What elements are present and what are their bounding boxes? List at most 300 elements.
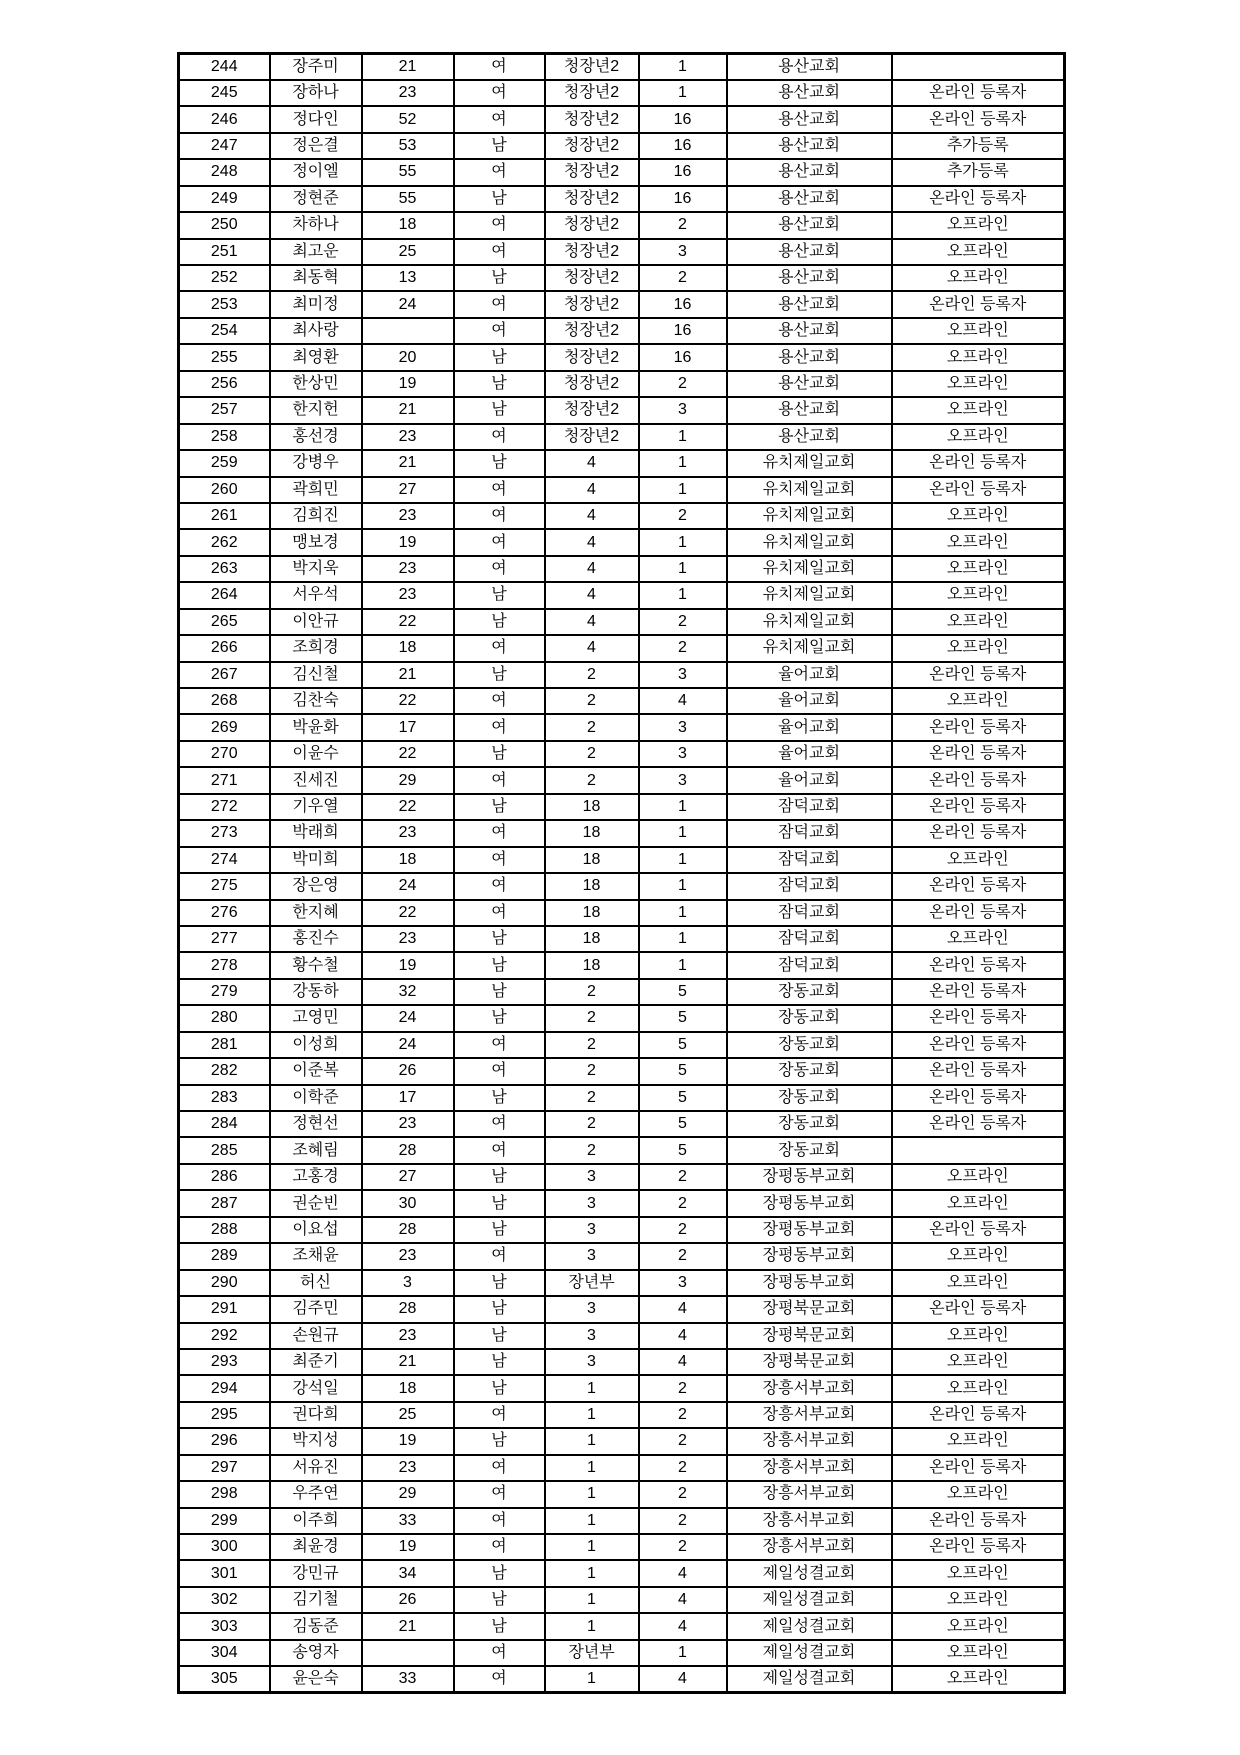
table-row	[179, 344, 1065, 370]
cell-team: 1	[639, 582, 727, 608]
cell-age: 23	[362, 1323, 454, 1349]
cell-name: 박래희	[270, 820, 362, 846]
cell-gender: 여	[454, 159, 545, 185]
cell-number: 302	[179, 1587, 270, 1613]
cell-group: 18	[545, 820, 639, 846]
cell-name: 정다인	[270, 106, 362, 132]
cell-name: 윤은숙	[270, 1666, 362, 1692]
cell-name: 홍진수	[270, 926, 362, 952]
cell-registration: 오프라인	[892, 1375, 1065, 1401]
cell-age: 23	[362, 80, 454, 106]
cell-name: 맹보경	[270, 529, 362, 555]
table-row	[179, 714, 1065, 740]
cell-team: 2	[639, 1164, 727, 1190]
cell-number: 272	[179, 794, 270, 820]
cell-team: 2	[639, 609, 727, 635]
cell-registration: 오프라인	[892, 926, 1065, 952]
cell-name: 송영자	[270, 1640, 362, 1666]
cell-number: 294	[179, 1375, 270, 1401]
cell-registration: 오프라인	[892, 1323, 1065, 1349]
cell-gender: 여	[454, 1455, 545, 1481]
cell-registration: 온라인 등록자	[892, 979, 1065, 1005]
cell-group: 2	[545, 1137, 639, 1163]
table-row	[179, 133, 1065, 159]
cell-registration: 오프라인	[892, 1560, 1065, 1586]
cell-gender: 남	[454, 1375, 545, 1401]
cell-church: 용산교회	[727, 291, 892, 317]
cell-group: 4	[545, 609, 639, 635]
cell-team: 2	[639, 1428, 727, 1454]
cell-name: 한지혜	[270, 900, 362, 926]
cell-team: 3	[639, 714, 727, 740]
cell-name: 권순빈	[270, 1190, 362, 1216]
cell-group: 1	[545, 1402, 639, 1428]
cell-number: 258	[179, 424, 270, 450]
registrant-table	[177, 52, 1066, 1694]
cell-registration: 오프라인	[892, 582, 1065, 608]
cell-group: 18	[545, 847, 639, 873]
cell-name: 박미희	[270, 847, 362, 873]
table-row	[179, 291, 1065, 317]
cell-age: 26	[362, 1587, 454, 1613]
cell-number: 245	[179, 80, 270, 106]
cell-registration: 오프라인	[892, 371, 1065, 397]
cell-gender: 여	[454, 714, 545, 740]
cell-age: 27	[362, 1164, 454, 1190]
cell-number: 291	[179, 1296, 270, 1322]
cell-church: 장흥서부교회	[727, 1508, 892, 1534]
cell-gender: 여	[454, 688, 545, 714]
cell-group: 4	[545, 477, 639, 503]
table-row	[179, 450, 1065, 476]
cell-gender: 여	[454, 1137, 545, 1163]
cell-name: 조채윤	[270, 1243, 362, 1269]
cell-gender: 여	[454, 424, 545, 450]
cell-age: 19	[362, 1428, 454, 1454]
cell-name: 강병우	[270, 450, 362, 476]
cell-registration: 오프라인	[892, 1481, 1065, 1507]
cell-team: 16	[639, 318, 727, 344]
cell-gender: 남	[454, 1560, 545, 1586]
cell-name: 이성희	[270, 1032, 362, 1058]
cell-registration: 온라인 등록자	[892, 291, 1065, 317]
cell-gender: 여	[454, 1534, 545, 1560]
cell-group: 3	[545, 1243, 639, 1269]
cell-age: 21	[362, 1349, 454, 1375]
cell-number: 261	[179, 503, 270, 529]
table-row	[179, 847, 1065, 873]
cell-age: 26	[362, 1058, 454, 1084]
cell-registration: 온라인 등록자	[892, 186, 1065, 212]
table-row	[179, 529, 1065, 555]
cell-gender: 여	[454, 1481, 545, 1507]
cell-team: 1	[639, 952, 727, 978]
cell-group: 청장년2	[545, 318, 639, 344]
cell-group: 청장년2	[545, 424, 639, 450]
cell-registration: 오프라인	[892, 1270, 1065, 1296]
cell-name: 최동혁	[270, 265, 362, 291]
cell-gender: 남	[454, 1428, 545, 1454]
cell-church: 장흥서부교회	[727, 1375, 892, 1401]
cell-number: 260	[179, 477, 270, 503]
cell-church: 용산교회	[727, 318, 892, 344]
cell-number: 303	[179, 1613, 270, 1639]
cell-name: 김주민	[270, 1296, 362, 1322]
cell-registration: 온라인 등록자	[892, 477, 1065, 503]
cell-name: 권다희	[270, 1402, 362, 1428]
cell-team: 3	[639, 1270, 727, 1296]
cell-registration: 온라인 등록자	[892, 714, 1065, 740]
cell-church: 장평북문교회	[727, 1349, 892, 1375]
cell-gender: 여	[454, 1058, 545, 1084]
table-row	[179, 1190, 1065, 1216]
cell-group: 2	[545, 767, 639, 793]
cell-team: 2	[639, 1455, 727, 1481]
cell-church: 율어교회	[727, 688, 892, 714]
cell-registration: 온라인 등록자	[892, 80, 1065, 106]
cell-church: 용산교회	[727, 239, 892, 265]
cell-group: 청장년2	[545, 239, 639, 265]
cell-name: 장은영	[270, 873, 362, 899]
cell-number: 276	[179, 900, 270, 926]
cell-team: 16	[639, 159, 727, 185]
cell-church: 장동교회	[727, 979, 892, 1005]
cell-name: 최준기	[270, 1349, 362, 1375]
cell-church: 잠덕교회	[727, 794, 892, 820]
cell-name: 최미정	[270, 291, 362, 317]
cell-group: 1	[545, 1587, 639, 1613]
cell-team: 2	[639, 503, 727, 529]
cell-registration: 온라인 등록자	[892, 1402, 1065, 1428]
cell-gender: 남	[454, 186, 545, 212]
cell-church: 제일성결교회	[727, 1640, 892, 1666]
cell-name: 정이엘	[270, 159, 362, 185]
cell-team: 3	[639, 767, 727, 793]
cell-number: 295	[179, 1402, 270, 1428]
cell-number: 257	[179, 397, 270, 423]
cell-age: 28	[362, 1296, 454, 1322]
cell-name: 김찬숙	[270, 688, 362, 714]
cell-registration: 오프라인	[892, 688, 1065, 714]
cell-group: 4	[545, 582, 639, 608]
table-row	[179, 1323, 1065, 1349]
table-row	[179, 1085, 1065, 1111]
cell-registration: 오프라인	[892, 344, 1065, 370]
cell-registration: 오프라인	[892, 635, 1065, 661]
cell-group: 18	[545, 873, 639, 899]
cell-number: 292	[179, 1323, 270, 1349]
cell-age: 22	[362, 900, 454, 926]
cell-number: 296	[179, 1428, 270, 1454]
cell-church: 장평동부교회	[727, 1270, 892, 1296]
table-row	[179, 318, 1065, 344]
cell-church: 용산교회	[727, 265, 892, 291]
cell-name: 박지욱	[270, 556, 362, 582]
cell-group: 1	[545, 1534, 639, 1560]
cell-group: 1	[545, 1508, 639, 1534]
cell-name: 김기철	[270, 1587, 362, 1613]
cell-registration: 온라인 등록자	[892, 450, 1065, 476]
cell-team: 5	[639, 979, 727, 1005]
table-row	[179, 662, 1065, 688]
table-row	[179, 1481, 1065, 1507]
cell-church: 용산교회	[727, 344, 892, 370]
cell-registration: 온라인 등록자	[892, 1455, 1065, 1481]
cell-church: 율어교회	[727, 714, 892, 740]
cell-age: 53	[362, 133, 454, 159]
cell-team: 1	[639, 847, 727, 873]
cell-registration: 오프라인	[892, 1666, 1065, 1692]
table-row	[179, 503, 1065, 529]
cell-team: 1	[639, 424, 727, 450]
cell-number: 278	[179, 952, 270, 978]
cell-team: 2	[639, 1190, 727, 1216]
cell-team: 5	[639, 1137, 727, 1163]
cell-registration	[892, 1137, 1065, 1163]
cell-age: 29	[362, 1481, 454, 1507]
cell-number: 262	[179, 529, 270, 555]
cell-number: 293	[179, 1349, 270, 1375]
cell-registration: 오프라인	[892, 1613, 1065, 1639]
cell-registration: 오프라인	[892, 503, 1065, 529]
table-row	[179, 1613, 1065, 1639]
cell-number: 301	[179, 1560, 270, 1586]
cell-registration: 오프라인	[892, 609, 1065, 635]
table-row	[179, 741, 1065, 767]
cell-church: 장흥서부교회	[727, 1455, 892, 1481]
cell-age: 27	[362, 477, 454, 503]
cell-gender: 남	[454, 1296, 545, 1322]
cell-age: 21	[362, 450, 454, 476]
cell-team: 2	[639, 1534, 727, 1560]
cell-number: 277	[179, 926, 270, 952]
cell-name: 강석일	[270, 1375, 362, 1401]
cell-age: 18	[362, 635, 454, 661]
cell-church: 잠덕교회	[727, 900, 892, 926]
cell-number: 289	[179, 1243, 270, 1269]
cell-team: 1	[639, 54, 727, 80]
cell-age: 28	[362, 1137, 454, 1163]
cell-age: 22	[362, 688, 454, 714]
cell-registration: 온라인 등록자	[892, 1085, 1065, 1111]
cell-church: 용산교회	[727, 371, 892, 397]
cell-age: 23	[362, 424, 454, 450]
cell-group: 3	[545, 1164, 639, 1190]
cell-registration: 오프라인	[892, 1428, 1065, 1454]
table-row	[179, 1375, 1065, 1401]
cell-name: 이안규	[270, 609, 362, 635]
cell-registration: 오프라인	[892, 397, 1065, 423]
cell-name: 최영환	[270, 344, 362, 370]
cell-gender: 남	[454, 1323, 545, 1349]
table-row	[179, 1640, 1065, 1666]
cell-gender: 여	[454, 1402, 545, 1428]
cell-group: 4	[545, 556, 639, 582]
cell-registration: 오프라인	[892, 847, 1065, 873]
table-row	[179, 1111, 1065, 1137]
cell-team: 5	[639, 1085, 727, 1111]
cell-group: 1	[545, 1455, 639, 1481]
cell-church: 유치제일교회	[727, 529, 892, 555]
cell-number: 288	[179, 1217, 270, 1243]
cell-age: 23	[362, 1111, 454, 1137]
table-row	[179, 1508, 1065, 1534]
cell-church: 율어교회	[727, 767, 892, 793]
cell-gender: 여	[454, 1640, 545, 1666]
cell-team: 16	[639, 106, 727, 132]
cell-age: 21	[362, 662, 454, 688]
cell-age: 17	[362, 1085, 454, 1111]
cell-registration	[892, 54, 1065, 80]
cell-age: 33	[362, 1508, 454, 1534]
cell-church: 장평북문교회	[727, 1296, 892, 1322]
cell-church: 유치제일교회	[727, 582, 892, 608]
cell-name: 강민규	[270, 1560, 362, 1586]
cell-number: 299	[179, 1508, 270, 1534]
cell-team: 3	[639, 239, 727, 265]
cell-age: 18	[362, 847, 454, 873]
table-row	[179, 1560, 1065, 1586]
cell-church: 제일성결교회	[727, 1587, 892, 1613]
cell-number: 249	[179, 186, 270, 212]
cell-age: 52	[362, 106, 454, 132]
cell-age	[362, 1640, 454, 1666]
cell-gender: 여	[454, 54, 545, 80]
cell-team: 2	[639, 1217, 727, 1243]
cell-registration: 추가등록	[892, 133, 1065, 159]
cell-age: 23	[362, 926, 454, 952]
table-row	[179, 794, 1065, 820]
cell-age: 23	[362, 503, 454, 529]
cell-group: 18	[545, 926, 639, 952]
cell-gender: 남	[454, 926, 545, 952]
cell-team: 1	[639, 477, 727, 503]
cell-church: 잠덕교회	[727, 847, 892, 873]
cell-age: 19	[362, 371, 454, 397]
cell-gender: 여	[454, 873, 545, 899]
cell-group: 4	[545, 450, 639, 476]
cell-registration: 오프라인	[892, 1243, 1065, 1269]
cell-gender: 남	[454, 582, 545, 608]
cell-name: 허신	[270, 1270, 362, 1296]
cell-number: 246	[179, 106, 270, 132]
cell-church: 장평동부교회	[727, 1164, 892, 1190]
cell-number: 297	[179, 1455, 270, 1481]
cell-age: 24	[362, 873, 454, 899]
cell-age: 24	[362, 1005, 454, 1031]
cell-church: 용산교회	[727, 186, 892, 212]
cell-registration: 온라인 등록자	[892, 952, 1065, 978]
cell-church: 장흥서부교회	[727, 1402, 892, 1428]
cell-gender: 여	[454, 80, 545, 106]
cell-church: 잠덕교회	[727, 873, 892, 899]
cell-registration: 오프라인	[892, 265, 1065, 291]
cell-church: 유치제일교회	[727, 556, 892, 582]
cell-age: 24	[362, 291, 454, 317]
cell-gender: 남	[454, 979, 545, 1005]
cell-number: 300	[179, 1534, 270, 1560]
cell-group: 3	[545, 1349, 639, 1375]
cell-name: 최윤경	[270, 1534, 362, 1560]
cell-registration: 오프라인	[892, 212, 1065, 238]
table-row	[179, 688, 1065, 714]
cell-group: 3	[545, 1190, 639, 1216]
cell-group: 2	[545, 1085, 639, 1111]
cell-name: 최사랑	[270, 318, 362, 344]
cell-age	[362, 318, 454, 344]
cell-church: 유치제일교회	[727, 503, 892, 529]
cell-group: 장년부	[545, 1270, 639, 1296]
cell-name: 기우열	[270, 794, 362, 820]
table-row	[179, 159, 1065, 185]
cell-number: 304	[179, 1640, 270, 1666]
cell-registration: 추가등록	[892, 159, 1065, 185]
cell-registration: 온라인 등록자	[892, 767, 1065, 793]
cell-team: 1	[639, 80, 727, 106]
cell-church: 유치제일교회	[727, 609, 892, 635]
cell-team: 2	[639, 265, 727, 291]
cell-name: 이준복	[270, 1058, 362, 1084]
cell-registration: 온라인 등록자	[892, 820, 1065, 846]
cell-name: 진세진	[270, 767, 362, 793]
cell-registration: 온라인 등록자	[892, 1296, 1065, 1322]
cell-church: 용산교회	[727, 106, 892, 132]
cell-church: 장동교회	[727, 1137, 892, 1163]
table-row	[179, 1534, 1065, 1560]
cell-registration: 온라인 등록자	[892, 794, 1065, 820]
cell-gender: 남	[454, 1217, 545, 1243]
cell-registration: 오프라인	[892, 1640, 1065, 1666]
table-row	[179, 1032, 1065, 1058]
cell-church: 장흥서부교회	[727, 1534, 892, 1560]
cell-number: 267	[179, 662, 270, 688]
cell-name: 손원규	[270, 1323, 362, 1349]
cell-age: 22	[362, 741, 454, 767]
cell-gender: 남	[454, 450, 545, 476]
cell-gender: 남	[454, 952, 545, 978]
table-row	[179, 1164, 1065, 1190]
cell-gender: 남	[454, 397, 545, 423]
table-row	[179, 54, 1065, 80]
cell-group: 4	[545, 635, 639, 661]
cell-number: 256	[179, 371, 270, 397]
cell-church: 용산교회	[727, 54, 892, 80]
cell-name: 이주희	[270, 1508, 362, 1534]
cell-name: 김신철	[270, 662, 362, 688]
cell-gender: 여	[454, 212, 545, 238]
registrant-table-body	[179, 54, 1065, 1693]
cell-age: 23	[362, 582, 454, 608]
cell-registration: 온라인 등록자	[892, 873, 1065, 899]
cell-age: 28	[362, 1217, 454, 1243]
cell-number: 286	[179, 1164, 270, 1190]
cell-team: 4	[639, 1323, 727, 1349]
table-row	[179, 1402, 1065, 1428]
table-row	[179, 186, 1065, 212]
cell-group: 1	[545, 1428, 639, 1454]
cell-church: 용산교회	[727, 212, 892, 238]
cell-team: 3	[639, 741, 727, 767]
cell-team: 5	[639, 1111, 727, 1137]
table-row	[179, 1428, 1065, 1454]
cell-group: 1	[545, 1666, 639, 1692]
cell-team: 3	[639, 397, 727, 423]
cell-number: 280	[179, 1005, 270, 1031]
cell-age: 34	[362, 1560, 454, 1586]
cell-team: 5	[639, 1032, 727, 1058]
cell-name: 서우석	[270, 582, 362, 608]
cell-group: 청장년2	[545, 133, 639, 159]
